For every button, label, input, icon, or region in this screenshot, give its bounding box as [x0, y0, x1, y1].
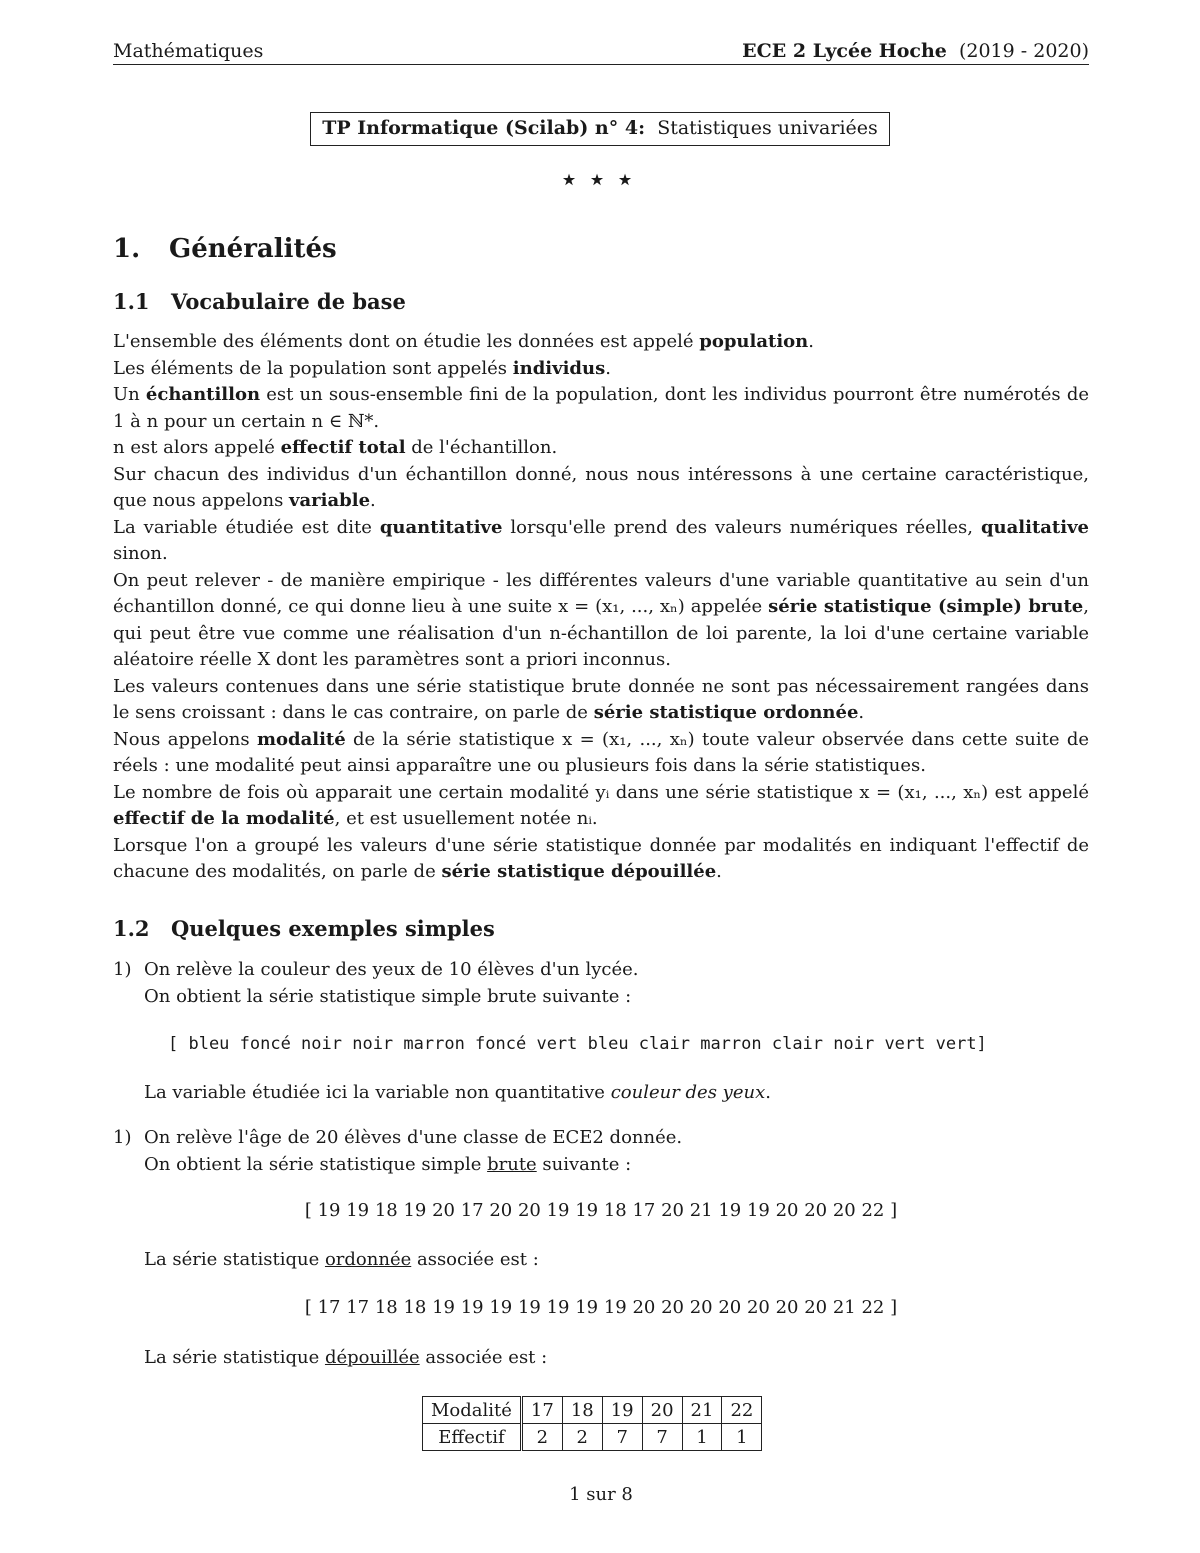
- definitions-block: [113, 329, 1089, 886]
- stars-decoration: ⋆⋆⋆: [558, 160, 644, 198]
- table-cell: 1: [722, 1424, 762, 1451]
- term: population: [699, 331, 809, 352]
- text: Les valeurs contenues dans une série statistique brute donnée ne sont pas nécessairement rangées dans le sens croissant : dans le cas contraire, on parle de: [113, 675, 1089, 723]
- grouped-series-intro: [144, 1347, 547, 1368]
- paragraph: [113, 727, 1089, 780]
- term: variable: [289, 490, 371, 511]
- text: .: [370, 490, 376, 511]
- title-rest: Statistiques univariées: [657, 117, 878, 139]
- eye-color-series: [ bleu foncé noir noir marron foncé vert bleu clair marron clair noir vert vert]: [168, 1034, 987, 1054]
- underlined-term: ordonnée: [324, 1249, 412, 1270]
- section-number: 1.: [113, 234, 141, 264]
- table-cell: 19: [602, 1397, 642, 1424]
- text: Les éléments de la population sont appelés: [113, 357, 513, 379]
- text: , et est usuellement notée nᵢ.: [334, 808, 598, 829]
- table-cell: 22: [722, 1397, 762, 1424]
- text: Nous appelons: [113, 728, 257, 750]
- term: série statistique (simple) brute: [768, 596, 1084, 617]
- text: Sur chacun des individus d'un échantillon donné, nous nous intéressons à une certaine caractéristique, que nous appelons: [113, 463, 1089, 511]
- table-row-modalites: [423, 1397, 762, 1424]
- underlined-term: dépouillée: [324, 1347, 420, 1368]
- section-title: Généralités: [169, 234, 337, 264]
- text: La série statistique: [144, 1347, 325, 1368]
- table-cell: 7: [602, 1424, 642, 1451]
- document-title: [310, 112, 890, 146]
- paragraph: [113, 382, 1089, 435]
- table-cell: 2: [562, 1424, 602, 1451]
- subsection-number: 1.1: [113, 289, 150, 314]
- text: associée est :: [419, 1347, 548, 1368]
- example-1-conclusion: [144, 1082, 771, 1103]
- table-row-effectifs: [423, 1424, 762, 1451]
- text: associée est :: [411, 1249, 539, 1270]
- table-cell: 1: [682, 1424, 722, 1451]
- term: série statistique ordonnée: [593, 702, 859, 723]
- header-year: (2019 - 2020): [958, 40, 1089, 62]
- paragraph: [113, 780, 1089, 833]
- text: sinon.: [113, 543, 168, 564]
- table-cell: 20: [642, 1397, 682, 1424]
- frequency-table: [422, 1396, 762, 1451]
- text: .: [605, 357, 611, 379]
- text: La variable étudiée ici la variable non quantitative: [144, 1082, 611, 1103]
- raw-age-series: [ 19 19 18 19 20 17 20 20 19 19 18 17 20 21 19 19 20 20 20 22 ]: [304, 1200, 898, 1221]
- text: Lorsque l'on a groupé les valeurs d'une série statistique donnée par modalités en indiquant l'effectif de chacune des modalités, on parle de: [113, 834, 1089, 882]
- paragraph: [113, 329, 1089, 356]
- sorted-age-series: [ 17 17 18 18 19 19 19 19 19 19 19 20 20 20 20 20 20 20 21 22 ]: [304, 1297, 898, 1318]
- text: .: [808, 331, 814, 352]
- term: qualitative: [980, 516, 1089, 538]
- text: suivante :: [536, 1153, 632, 1175]
- underlined-term: brute: [487, 1153, 537, 1175]
- example-label: 1): [113, 959, 132, 980]
- example-text: [144, 957, 1089, 1010]
- text: Le nombre de fois où apparait une certain modalité yᵢ dans une série statistique x = (x₁, ..., xₙ) est appelé: [113, 781, 1089, 803]
- example-text: [144, 1125, 1089, 1178]
- text: .: [716, 861, 722, 882]
- example-line: On obtient la série statistique simple brute suivante :: [144, 985, 632, 1007]
- header-class: [742, 40, 1089, 62]
- subsection-title: Vocabulaire de base: [171, 289, 406, 314]
- header-subject: Mathématiques: [113, 40, 264, 62]
- paragraph: [113, 833, 1089, 886]
- table-row-header: Modalité: [423, 1397, 522, 1424]
- table-cell: 21: [682, 1397, 722, 1424]
- example-1: [113, 957, 1089, 1017]
- table-cell: 17: [521, 1397, 562, 1424]
- example-label: 1): [113, 1127, 132, 1148]
- paragraph: [113, 568, 1089, 674]
- subsection-number: 1.2: [113, 916, 150, 941]
- term: effectif de la modalité: [113, 808, 335, 829]
- text: .: [765, 1082, 771, 1103]
- example-line: On relève la couleur des yeux de 10 élèves d'un lycée.: [144, 959, 639, 980]
- term: individus: [512, 357, 606, 379]
- text: lorsqu'elle prend des valeurs numériques réelles,: [502, 516, 981, 538]
- page-number: 1 sur 8: [569, 1484, 633, 1505]
- text: L'ensemble des éléments dont on étudie les données est appelé: [113, 331, 700, 352]
- running-header: [113, 40, 1089, 65]
- table-cell: 2: [521, 1424, 562, 1451]
- ordered-series-intro: [144, 1249, 539, 1270]
- variable-name: couleur des yeux: [610, 1082, 766, 1103]
- paragraph: [113, 435, 1089, 462]
- paragraph: [113, 356, 1089, 383]
- term: quantitative: [379, 516, 503, 538]
- text: Un: [113, 384, 146, 405]
- text: de la série statistique x = (x₁, ..., xₙ) toute valeur observée dans cette suite de réels : une modalité peut ainsi apparaître une ou plusieurs fois dans la série statistiques.: [113, 728, 1089, 776]
- text: On obtient la série statistique simple: [144, 1153, 488, 1175]
- text: On peut relever - de manière empirique - les différentes valeurs d'une variable quantitative au sein d'un échantillon donné, ce qui donne lieu à une suite x = (x₁, ..., xₙ) appelée: [113, 569, 1089, 617]
- title-bold: TP Informatique (Scilab) n° 4:: [322, 117, 646, 139]
- example-line: On relève l'âge de 20 élèves d'une classe de ECE2 donnée.: [144, 1127, 683, 1148]
- paragraph: [113, 515, 1089, 568]
- subsection-heading-1: [113, 289, 406, 314]
- paragraph: [113, 462, 1089, 515]
- example-2: [113, 1125, 1089, 1185]
- page: [113, 0, 1089, 1553]
- text: est un sous-ensemble fini de la population, dont les individus pourront être numérotés de 1 à n pour un certain n ∈ ℕ*.: [113, 384, 1089, 432]
- text: de l'échantillon.: [405, 437, 558, 458]
- header-class-name: ECE 2 Lycée Hoche: [742, 40, 947, 62]
- subsection-title: Quelques exemples simples: [171, 916, 495, 941]
- paragraph: [113, 674, 1089, 727]
- term: échantillon: [145, 384, 261, 405]
- term: effectif total: [280, 437, 406, 458]
- table-cell: 18: [562, 1397, 602, 1424]
- section-heading: [113, 234, 337, 264]
- text: .: [858, 702, 865, 723]
- text: n est alors appelé: [113, 437, 281, 458]
- subsection-heading-2: [113, 916, 495, 941]
- term: modalité: [256, 728, 346, 750]
- table-row-header: Effectif: [423, 1424, 522, 1451]
- text: La série statistique: [144, 1249, 325, 1270]
- text: , qui peut être vue comme une réalisation d'un n-échantillon de loi parente, la loi d'une certaine variable aléatoire réelle X dont les paramètres sont a priori inconnus.: [113, 596, 1089, 670]
- example-line: [144, 1152, 1089, 1179]
- text: La variable étudiée est dite: [113, 516, 380, 538]
- table-cell: 7: [642, 1424, 682, 1451]
- term: série statistique dépouillée: [441, 861, 717, 882]
